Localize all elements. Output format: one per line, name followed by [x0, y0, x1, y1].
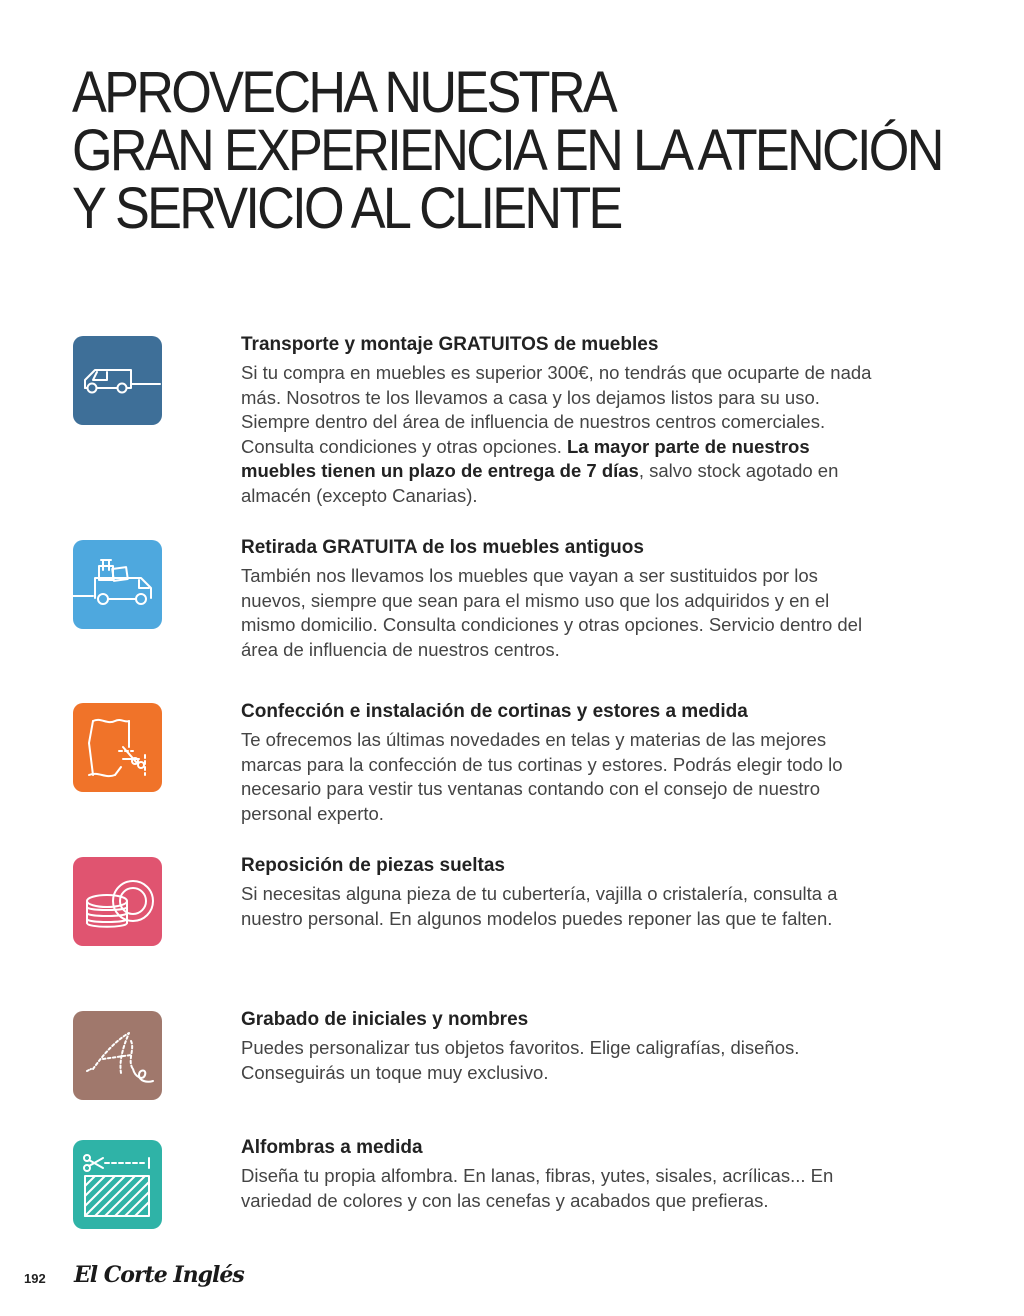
- service-engraving: [241, 1008, 881, 1085]
- service-removal: [241, 536, 881, 662]
- service-body: Diseña tu propia alfombra. En lanas, fibras, yutes, sisales, acrílicas... En variedad de colores y con las cenefas y acabados que prefieras.: [241, 1165, 834, 1211]
- service-body: Si necesitas alguna pieza de tu cubertería, vajilla o cristalería, consulta a nuestro personal. En algunos modelos puedes reponer las que te falten.: [241, 883, 838, 929]
- title-line-2: GRAN EXPERIENCIA EN LA ATENCIÓN: [72, 118, 942, 183]
- service-body: Puedes personalizar tus objetos favoritos. Elige caligrafías, diseños. Conseguirás un toque muy exclusivo.: [241, 1037, 800, 1083]
- curtain-scissors-icon: [73, 703, 162, 792]
- service-title: Grabado de iniciales y nombres: [241, 1009, 529, 1030]
- service-title: Alfombras a medida: [241, 1137, 423, 1158]
- rug-scissors-icon: [73, 1140, 162, 1229]
- service-transport: [241, 333, 881, 509]
- service-spare-pieces: [241, 854, 881, 931]
- page-title: [72, 60, 942, 241]
- service-curtains: [241, 700, 881, 826]
- engraving-letter-icon: [73, 1011, 162, 1100]
- service-body: También nos llevamos los muebles que vayan a ser sustituidos por los nuevos, siempre que sean para el mismo uso que los adquiridos y en el mismo domicilio. Consulta condiciones y otras opciones. Servicio dentro del área de influencia de nuestros centros.: [241, 565, 863, 660]
- plates-icon: [73, 857, 162, 946]
- service-title: Retirada GRATUITA de los muebles antiguos: [241, 537, 644, 558]
- service-title: Confección e instalación de cortinas y estores a medida: [241, 701, 748, 722]
- furniture-truck-icon: [73, 540, 162, 629]
- service-title: Transporte y montaje GRATUITOS de muebles: [241, 334, 659, 355]
- truck-icon: [73, 336, 162, 425]
- service-title: Reposición de piezas sueltas: [241, 855, 505, 876]
- page-number: 192: [24, 1271, 46, 1286]
- title-line-3: Y SERVICIO AL CLIENTE: [72, 176, 621, 241]
- brand-logo: El Corte Inglés: [74, 1262, 244, 1288]
- service-rugs: [241, 1136, 881, 1213]
- title-line-1: APROVECHA NUESTRA: [72, 60, 615, 125]
- service-body: Si tu compra en muebles es superior 300€, no tendrás que ocuparte de nada más. Nosotros te los llevamos a casa y los dejamos listos para su uso. Siempre dentro del área de influencia de nuestros centros comerciales. Consulta condiciones y otras opciones. La mayor parte de nuestros muebles tienen un plazo de entrega de 7 días, salvo stock agotado en almacén (excepto Canarias).: [241, 362, 872, 506]
- service-body: Te ofrecemos las últimas novedades en telas y materias de las mejores marcas para la confección de tus cortinas y estores. Podrás elegir todo lo necesario para vestir tus ventanas contando con el consejo de nuestro personal experto.: [241, 729, 843, 824]
